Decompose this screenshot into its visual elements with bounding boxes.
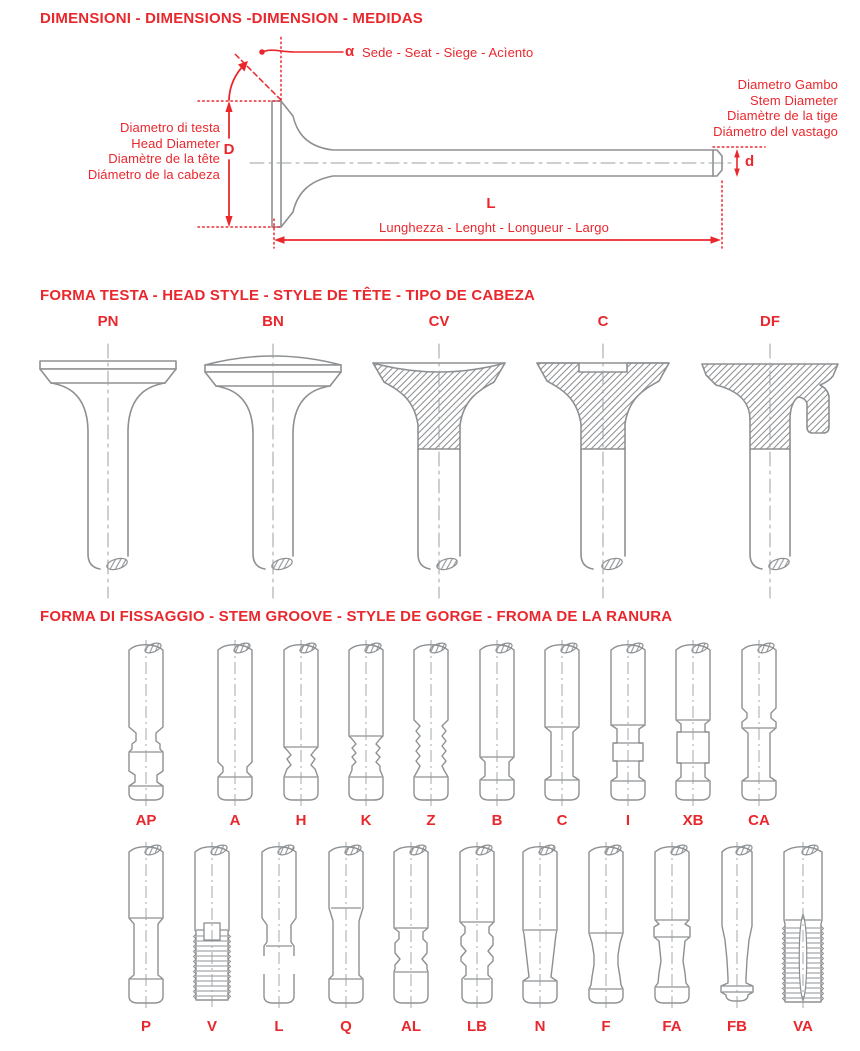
head-diameter-line-fr: Diamètre de la tête (108, 151, 220, 167)
stem-groove-label-l: L (274, 1018, 284, 1035)
stem-groove-label-lb: LB (467, 1018, 487, 1035)
stem-diameter-label (713, 77, 838, 139)
seat-angle-symbol: α (345, 43, 355, 60)
stem-groove-label-v: V (206, 1018, 218, 1035)
dimension-drawing (198, 37, 765, 248)
seat-leader-line (262, 50, 343, 52)
seat-angle-dashed-line (234, 53, 281, 100)
head-style-label-df: DF (760, 313, 780, 330)
stem-groove-label-p: P (140, 1018, 152, 1035)
stem-groove-label-ca: CA (748, 812, 770, 829)
head-style-label-pn: PN (97, 313, 119, 330)
stem-groove-label-k: K (360, 812, 372, 829)
stem-diameter-line-it: Diametro Gambo (737, 77, 838, 92)
length-symbol: L (486, 195, 496, 212)
stem-groove-label-n: N (534, 1018, 546, 1035)
head-diameter-line-es: Diámetro de la cabeza (87, 166, 220, 182)
head-diameter-symbol: D (223, 141, 235, 158)
head-diameter-line-en: Head Diameter (131, 135, 220, 151)
head-style-df-drawing (702, 344, 838, 598)
stem-diameter-symbol: d (745, 153, 755, 170)
stem-groove-label-f: F (601, 1018, 611, 1035)
head-style-label-c: C (597, 313, 609, 330)
stem-groove-label-va: VA (793, 1018, 813, 1035)
stem-groove-label-b: B (491, 812, 503, 829)
dimension-arrowheads (225, 49, 739, 244)
stem-groove-label-i: I (625, 812, 631, 829)
stem-groove-label-al: AL (401, 1018, 421, 1035)
head-style-title: FORMA TESTA - HEAD STYLE - STYLE DE TÊTE - TIPO DE CABEZA (40, 287, 536, 304)
seat-label: Sede - Seat - Siege - Acìento (362, 45, 534, 60)
dimensions-title: DIMENSIONI - DIMENSIONS -DIMENSION - MEDIDAS (40, 10, 423, 27)
head-diameter-line-it: Diametro di testa (120, 120, 220, 135)
head-style-c-drawing (537, 344, 669, 598)
stem-diameter-line-es: Diámetro del vastago (713, 123, 838, 139)
length-label: Lunghezza - Lenght - Longueur - Largo (379, 220, 609, 235)
stem-groove-label-fb: FB (727, 1018, 747, 1035)
stem-groove-label-h: H (295, 812, 307, 829)
head-style-label-cv: CV (428, 313, 450, 330)
head-diameter-label (88, 120, 220, 182)
stem-groove-label-c: C (556, 812, 568, 829)
head-style-cv-drawing (373, 344, 505, 598)
head-style-label-bn: BN (262, 313, 284, 330)
stem-diameter-line-fr: Diamètre de la tige (726, 108, 838, 124)
stem-groove-label-z: Z (426, 812, 436, 829)
stem-groove-label-q: Q (340, 1018, 352, 1035)
head-style-drawings (40, 344, 838, 598)
stem-groove-label-ap: AP (135, 812, 157, 829)
stem-groove-label-xb: XB (682, 812, 704, 829)
head-style-pn-drawing (40, 344, 176, 598)
stem-groove-label-fa: FA (662, 1018, 682, 1035)
head-style-bn-drawing (205, 344, 341, 598)
stem-diameter-line-en: Stem Diameter (750, 92, 838, 108)
stem-groove-title: FORMA DI FISSAGGIO - STEM GROOVE - STYLE DE GORGE - FROMA DE LA RANURA (40, 608, 673, 625)
stem-groove-label-a: A (229, 812, 241, 829)
